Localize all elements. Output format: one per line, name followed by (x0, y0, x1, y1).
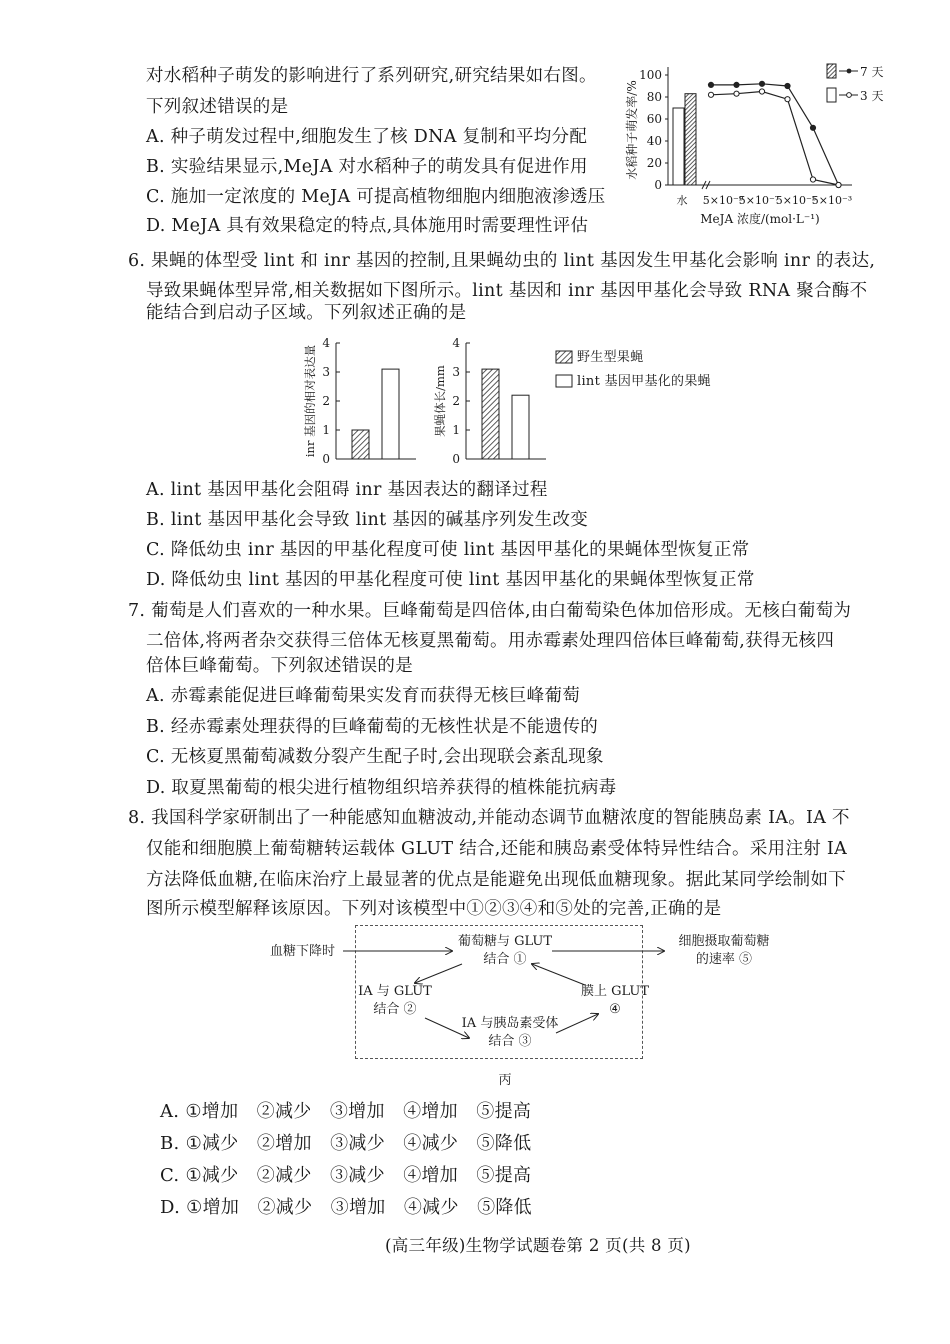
node-1-line-a: 葡萄糖与 GLUT (457, 934, 553, 949)
y-tick-label: 4 (452, 336, 460, 350)
q5-option-d[interactable]: D. MeJA 具有效果稳定的特点,具体施用时需要理性评估 (146, 216, 589, 236)
y-tick-label: 0 (654, 178, 662, 192)
legend-wild-label: 野生型果蝇 (577, 350, 644, 365)
y-tick-label: 1 (322, 423, 330, 437)
q7-line-1: 7. 葡萄是人们喜欢的一种水果。巨峰葡萄是四倍体,由白葡萄染色体加倍形成。无核白葡萄为 (128, 601, 852, 621)
q8-line-4: 图所示模型解释该原因。下列对该模型中①②③④和⑤处的完善,正确的是 (146, 899, 722, 919)
q8-line-1: 8. 我国科学家研制出了一种能感知血糖波动,并能动态调节血糖浓度的智能胰岛素 IA。IA 不 (128, 808, 850, 828)
y-axis-label: 果蝇体长/mm (433, 365, 447, 437)
legend-label-3d: 3 天 (860, 89, 884, 103)
q8-option-a[interactable]: A. ①增加 ②减少 ③增加 ④增加 ⑤提高 (160, 1101, 532, 1122)
legend-meth-label: lint 基因甲基化的果蝇 (577, 374, 711, 389)
q8-line-3: 方法降低血糖,在临床治疗上最显著的优点是能避免出现低血糖现象。据此某同学绘制如下 (146, 870, 847, 890)
y-tick-label: 100 (639, 68, 662, 82)
y-tick-label: 80 (646, 90, 662, 104)
x-tick-label: 5×10⁻⁷ (738, 194, 780, 207)
x-tick-label: 5×10⁻⁵ (775, 194, 817, 207)
y-tick-label: 2 (322, 394, 330, 408)
q6-line-2: 导致果蝇体型异常,相关数据如下图所示。lint 基因和 inr 基因甲基化会导致 RNA 聚合酶不 (146, 281, 868, 301)
node-2-line-a: IA 与 GLUT (358, 984, 432, 999)
y-tick-label: 2 (452, 394, 460, 408)
x-tick-label: 5×10⁻⁹ (702, 194, 744, 207)
x-tick-label: 5×10⁻³ (811, 194, 853, 207)
node-2-line-b: 结合 ② (373, 1002, 417, 1017)
q6-option-c[interactable]: C. 降低幼虫 inr 基因的甲基化程度可使 lint 基因甲基化的果蝇体型恢复正常 (146, 540, 750, 560)
y-axis-label: inr 基因的相对表达量 (303, 344, 317, 458)
page-footer: (高三年级)生物学试题卷第 2 页(共 8 页) (385, 1236, 691, 1255)
q5-option-a[interactable]: A. 种子萌发过程中,细胞发生了核 DNA 复制和平均分配 (146, 127, 588, 147)
q6-option-b[interactable]: B. lint 基因甲基化会导致 lint 基因的碱基序列发生改变 (146, 510, 589, 530)
node-blood-sugar-drop: 血糖下降时 (269, 944, 335, 959)
y-tick-label: 1 (452, 423, 460, 437)
y-tick-label: 4 (322, 336, 330, 350)
y-tick-label: 20 (646, 156, 662, 170)
q8-line-2: 仅能和细胞膜上葡萄糖转运载体 GLUT 结合,还能和胰岛素受体特异性结合。采用注射 IA (146, 839, 848, 859)
q6-line-3: 能结合到启动子区域。下列叙述正确的是 (146, 303, 467, 323)
q7-line-3: 倍体巨峰葡萄。下列叙述错误的是 (146, 656, 413, 676)
diagram-caption: 丙 (498, 1073, 512, 1088)
q6-option-a[interactable]: A. lint 基因甲基化会阻碍 inr 基因表达的翻译过程 (146, 480, 548, 500)
q5-line-2: 下列叙述错误的是 (146, 97, 289, 117)
y-tick-label: 3 (452, 365, 460, 379)
x-axis-label: MeJA 浓度/(mol·L⁻¹) (700, 212, 820, 226)
q6-line-1: 6. 果蝇的体型受 lint 和 inr 基因的控制,且果蝇幼虫的 lint 基因发生甲基化会影响 inr 的表达, (128, 251, 876, 271)
node-5-line-b: 的速率 ⑤ (695, 952, 753, 967)
legend-label-7d: 7 天 (860, 65, 884, 79)
y-tick-label: 0 (322, 452, 330, 466)
q5-line-1: 对水稻种子萌发的影响进行了系列研究,研究结果如右图。 (146, 66, 597, 86)
node-3-line-b: 结合 ③ (488, 1034, 532, 1049)
q7-option-d[interactable]: D. 取夏黑葡萄的根尖进行植物组织培养获得的植株能抗病毒 (146, 778, 617, 798)
q7-option-c[interactable]: C. 无核夏黑葡萄减数分裂产生配子时,会出现联会紊乱现象 (146, 747, 604, 767)
x-tick-label: 水 (676, 194, 688, 207)
node-4-line-a: 膜上 GLUT (580, 984, 650, 999)
y-tick-label: 3 (322, 365, 330, 379)
q5-option-c[interactable]: C. 施加一定浓度的 MeJA 可提高植物细胞内细胞液渗透压 (146, 187, 606, 207)
y-axis-label: 水稻种子萌发率/% (625, 80, 639, 180)
q8-option-d[interactable]: D. ①增加 ②减少 ③增加 ④减少 ⑤降低 (160, 1197, 532, 1218)
y-tick-label: 60 (646, 112, 662, 126)
q8-option-c[interactable]: C. ①减少 ②减少 ③减少 ④增加 ⑤提高 (160, 1165, 532, 1186)
node-4-line-b: ④ (609, 1002, 621, 1017)
q8-option-b[interactable]: B. ①减少 ②增加 ③减少 ④减少 ⑤降低 (160, 1133, 532, 1154)
y-tick-label: 40 (646, 134, 662, 148)
q7-option-b[interactable]: B. 经赤霉素处理获得的巨峰葡萄的无核性状是不能遗传的 (146, 717, 599, 737)
node-1-line-b: 结合 ① (483, 952, 527, 967)
y-tick-label: 0 (452, 452, 460, 466)
node-5-line-a: 细胞摄取葡萄糖 (678, 934, 770, 949)
q7-line-2: 二倍体,将两者杂交获得三倍体无核夏黑葡萄。用赤霉素处理四倍体巨峰葡萄,获得无核四 (146, 631, 835, 651)
node-3-line-a: IA 与胰岛素受体 (461, 1016, 559, 1031)
q6-option-d[interactable]: D. 降低幼虫 lint 基因的甲基化程度可使 lint 基因甲基化的果蝇体型恢复正常 (146, 570, 755, 590)
q5-option-b[interactable]: B. 实验结果显示,MeJA 对水稻种子的萌发具有促进作用 (146, 157, 588, 177)
q7-option-a[interactable]: A. 赤霉素能促进巨峰葡萄果实发育而获得无核巨峰葡萄 (146, 686, 581, 706)
